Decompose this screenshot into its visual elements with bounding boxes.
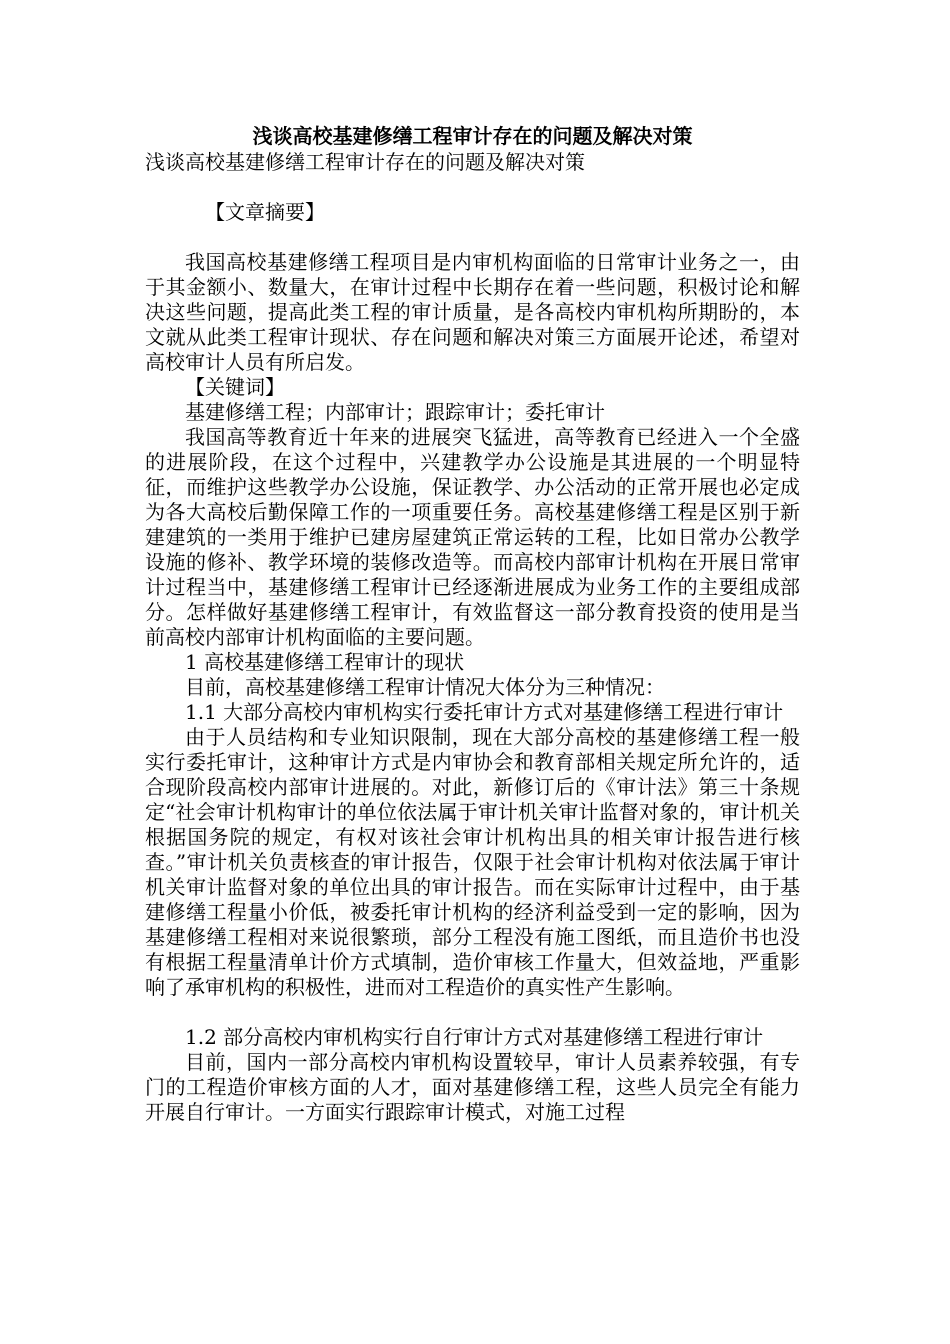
section-1-2-heading: 1.2 部分高校内审机构实行自行审计方式对基建修缮工程进行审计 xyxy=(185,1025,764,1049)
section-1-1-heading: 1.1 大部分高校内审机构实行委托审计方式对基建修缮工程进行审计 xyxy=(185,700,784,724)
keywords-heading: 【关键词】 xyxy=(185,375,285,399)
keywords-paragraph: 基建修缮工程；内部审计；跟踪审计；委托审计 xyxy=(185,400,605,424)
section-1-heading: 1 高校基建修缮工程审计的现状 xyxy=(185,650,465,674)
section-1-2-paragraph: 目前，国内一部分高校内审机构设置较早，审计人员素养较强，有专门的工程造价审核方面的人才，面对基建修缮工程，这些人员完全有能力开展自行审计。一方面实行跟踪审计模式，对施工过程 xyxy=(145,1050,800,1124)
abstract-heading: 【文章摘要】 xyxy=(205,200,325,224)
document-subtitle: 浅谈高校基建修缮工程审计存在的问题及解决对策 xyxy=(145,150,585,174)
abstract-paragraph: 我国高校基建修缮工程项目是内审机构面临的日常审计业务之一，由于其金额小、数量大，在审计过程中长期存在着一些问题，积极讨论和解决这些问题，提高此类工程的审计质量，是各高校内审机构所期盼的，本文就从此类工程审计现状、存在问题和解决对策三方面展开论述，希望对高校审计人员有所启发。 xyxy=(145,250,800,374)
document-body xyxy=(145,122,800,1125)
intro-paragraph: 我国高等教育近十年来的进展突飞猛进，高等教育已经进入一个全盛的进展阶段，在这个过程中，兴建教学办公设施是其进展的一个明显特征，而维护这些教学办公设施，保证教学、办公活动的正常开展也必定成为各大高校后勤保障工作的一项重要任务。高校基建修缮工程是区别于新建建筑的一类用于维护已建房屋建筑正常运转的工程，比如日常办公教学设施的修补、教学环境的装修改造等。而高校内部审计机构在开展日常审计过程当中，基建修缮工程审计已经逐渐进展成为业务工作的主要组成部分。怎样做好基建修缮工程审计，有效监督这一部分教育投资的使用是当前高校内部审计机构面临的主要问题。 xyxy=(145,425,800,649)
section-1-intro: 目前，高校基建修缮工程审计情况大体分为三种情况： xyxy=(185,675,665,699)
document-title: 浅谈高校基建修缮工程审计存在的问题及解决对策 xyxy=(252,124,693,148)
section-1-1-paragraph: 由于人员结构和专业知识限制，现在大部分高校的基建修缮工程一般实行委托审计，这种审计方式是内审协会和教育部相关规定所允许的，适合现阶段高校内部审计进展的。对此，新修订后的《审计法》第三十条规定“社会审计机构审计的单位依法属于审计机关审计监督对象的，审计机关根据国务院的规定，有权对该社会审计机构出具的相关审计报告进行核查。”审计机关负责核查的审计报告，仅限于社会审计机构对依法属于审计机关审计监督对象的单位出具的审计报告。而在实际审计过程中，由于基建修缮工程量小价低，被委托审计机构的经济利益受到一定的影响，因为基建修缮工程相对来说很繁琐，部分工程没有施工图纸，而且造价书也没有根据工程量清单计价方式填制，造价审核工作量大，但效益地，严重影响了承审机构的积极性，进而对工程造价的真实性产生影响。 xyxy=(145,725,800,999)
